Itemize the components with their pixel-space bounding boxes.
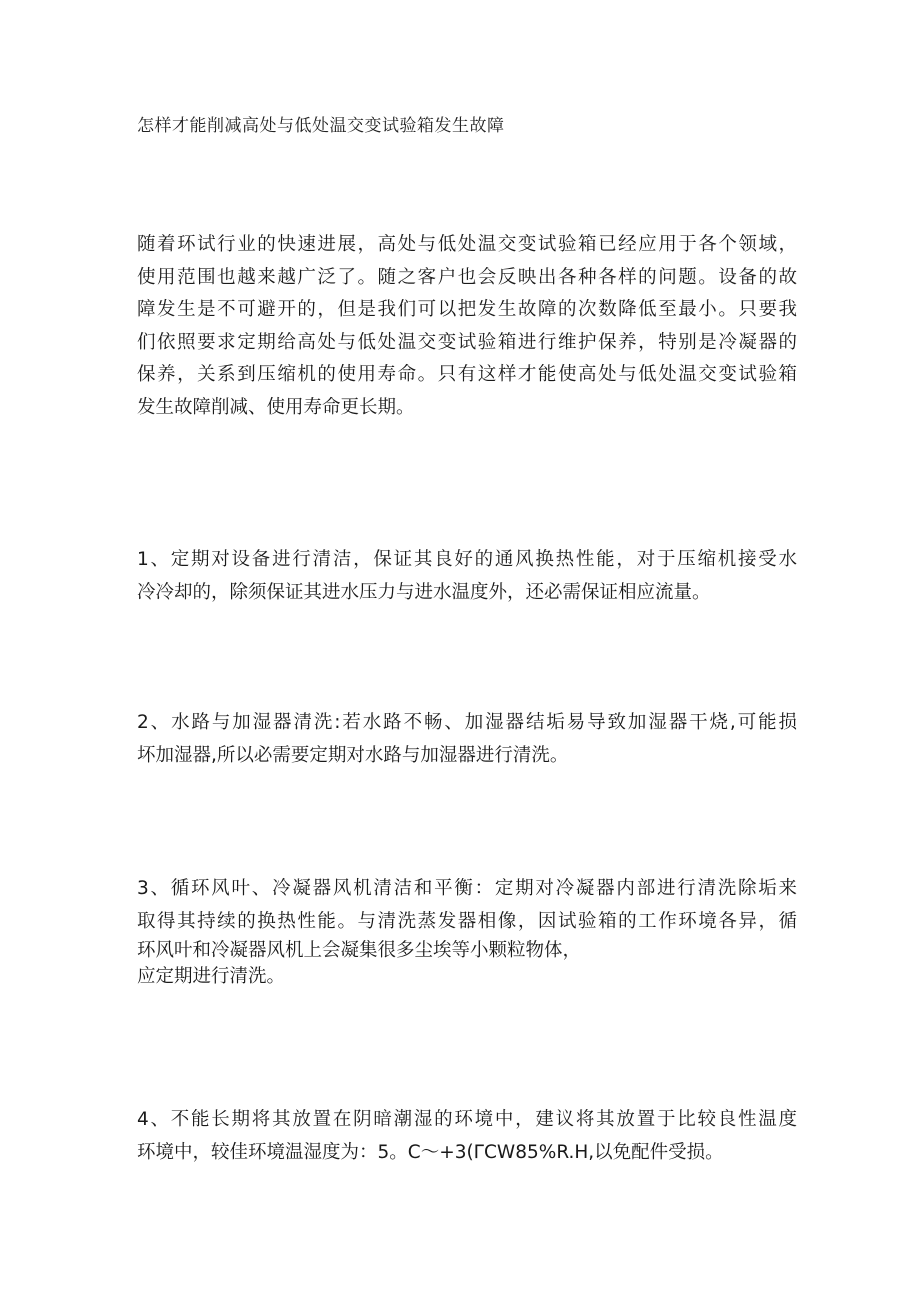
intro-line: 使用范围也越来越广泛了。随之客户也会反映出各种各样的问题。设备的故 [137, 266, 797, 288]
intro-line: 随着环试行业的快速进展，高处与低处温交变试验箱已经应用于各个领域， [137, 234, 797, 255]
intro-line: 障发生是不可避开的，但是我们可以把发生故障的次数降低至最小。只要我 [137, 299, 797, 320]
item-3-paragraph [137, 873, 797, 990]
item-1-line: 冷冷却的，除须保证其进水压力与进水温度外，还必需保证相应流量。 [137, 581, 711, 603]
item-3-line: 取得其持续的换热性能。与清洗蒸发器相像，因试验箱的工作环境各异，循 [137, 910, 797, 932]
intro-line: 们依照要求定期给高处与低处温交变试验箱进行维护保养，特别是冷凝器的 [137, 331, 797, 353]
item-4-line: 环境中，较佳环境温湿度为：5。C～+3(ΓCW85%R.H,以免配件受损。 [137, 1141, 724, 1163]
intro-line: 保养，关系到压缩机的使用寿命。只有这样才能使高处与低处温交变试验箱 [137, 364, 797, 385]
intro-paragraph [137, 229, 797, 424]
item-1-paragraph [137, 544, 797, 609]
item-2-line: 2、水路与加湿器清洗:若水路不畅、加湿器结垢易导致加湿器干烧,可能损 [137, 712, 797, 733]
item-3-line: 环风叶和冷凝器风机上会凝集很多尘埃等小颗粒物体， [137, 940, 582, 961]
item-1-line: 1、定期对设备进行清洁，保证其良好的通风换热性能，对于压缩机接受水 [137, 549, 797, 570]
item-3-line: 应定期进行清洗。 [137, 966, 286, 987]
document-title: 怎样才能削减高处与低处温交变试验箱发生故障 [137, 116, 505, 136]
item-4-paragraph [137, 1104, 797, 1169]
item-2-paragraph [137, 707, 797, 772]
item-4-line: 4、不能长期将其放置在阴暗潮湿的环境中，建议将其放置于比较良性温度 [137, 1109, 797, 1130]
item-3-line: 3、循环风叶、冷凝器风机清洁和平衡：定期对冷凝器内部进行清洗除垢来 [137, 878, 797, 899]
item-2-line: 坏加湿器,所以必需要定期对水路与加湿器进行清洗。 [137, 744, 569, 766]
intro-line: 发生故障削减、使用寿命更长期。 [137, 396, 415, 418]
